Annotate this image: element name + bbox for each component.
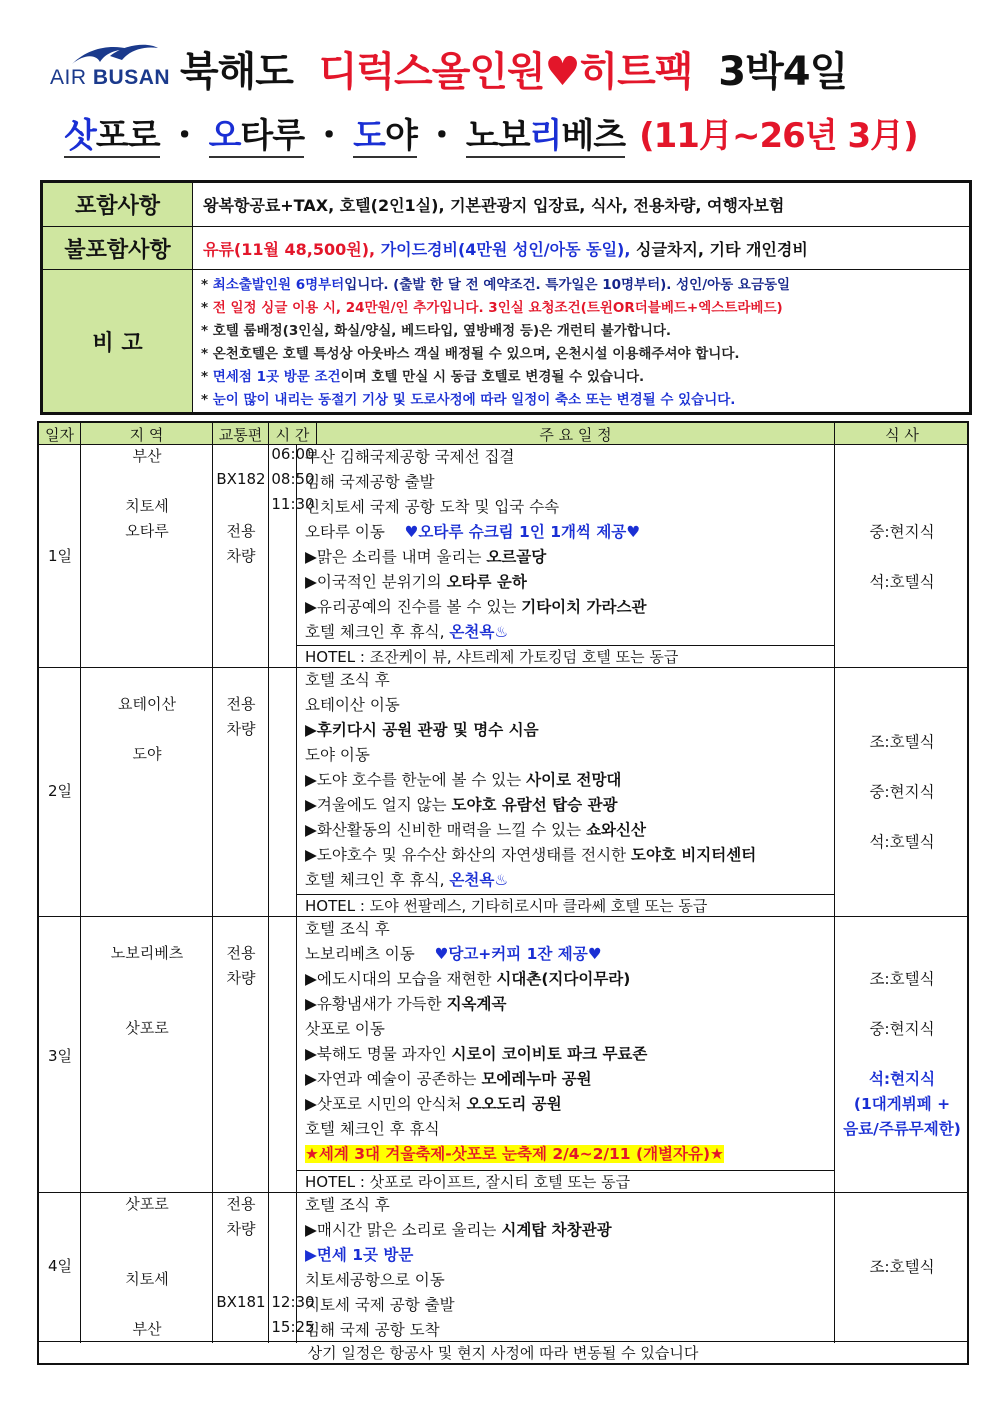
day-label: 3일: [47, 1047, 73, 1065]
schedule-line: 호텔 조식 후: [305, 920, 390, 938]
notes-list: [201, 274, 965, 412]
flight: BX181: [216, 1293, 266, 1311]
header-day: 일자: [39, 423, 81, 445]
meal: 중:현지식: [869, 523, 935, 541]
day-label: 2일: [47, 782, 73, 800]
schedule-line: 호텔 조식 후: [305, 1196, 390, 1214]
title-heatpack: 히트팩: [579, 49, 693, 95]
notes-label: 비 고: [43, 270, 193, 412]
note-item: * 면세점 1곳 방문 조건이며 호텔 만실 시 동급 호텔로 변경될 수 있습니다.: [201, 369, 645, 385]
included-row: [43, 183, 969, 227]
schedule-line: 호텔 체크인 후 휴식: [305, 1120, 440, 1138]
schedule-line: 김해 국제공항 출발: [305, 473, 435, 491]
region: 노보리베츠: [110, 944, 184, 962]
separator: ・: [424, 116, 458, 156]
hotel-info: HOTEL : 도야 썬팔레스, 기타히로시마 클라쎄 호텔 또는 동급: [297, 894, 835, 916]
schedule-line: 호텔 체크인 후 휴식, 온천욕♨: [305, 623, 509, 641]
logo-air: AIR: [50, 66, 87, 89]
region: 도야: [132, 745, 162, 763]
meal: 조:호텔식: [869, 733, 935, 751]
header-transport: 교통편: [213, 423, 269, 445]
region: 치토세: [125, 1270, 169, 1288]
time: 06:00: [271, 445, 315, 463]
day-1-row: [39, 445, 967, 668]
schedule-line: 오타루 이동 ♥오타루 슈크림 1인 1개씩 제공♥: [305, 523, 641, 541]
time: 12:30: [271, 1293, 315, 1311]
title-duration: 3박4일: [718, 49, 848, 95]
note-item: * 최소출발인원 6명부터입니다. (출발 한 달 전 예약조건. 특가일은 10명부터). 성인/아동 요금동일: [201, 277, 791, 293]
header-region: 지 역: [81, 423, 213, 445]
hotel-info: HOTEL : 삿포로 라이프트, 잘시티 호텔 또는 동급: [297, 1170, 835, 1192]
schedule-line: 호텔 조식 후: [305, 671, 390, 689]
schedule-line: 신치토세 국제 공항 도착 및 입국 수속: [305, 498, 560, 516]
schedule-table: [37, 421, 969, 1365]
day-label: 1일: [47, 547, 73, 565]
title-deluxe: 디럭스올인원: [318, 49, 545, 95]
transport: 차량: [226, 547, 256, 565]
schedule-line: ▶후키다시 공원 관광 및 명수 시음: [305, 721, 539, 739]
separator: ・: [312, 116, 346, 156]
schedule-line: ▶면세 1곳 방문: [305, 1246, 414, 1264]
schedule-line: 노보리베츠 이동 ♥당고+커피 1잔 제공♥: [305, 945, 602, 963]
schedule-line: ▶도야호수 및 유수산 화산의 자연생태를 전시한 도야호 비지터센터: [305, 846, 757, 864]
title-hokkaido: 북해도: [180, 49, 293, 95]
air-busan-logo: [50, 40, 170, 100]
schedule-line: ▶북해도 명물 과자인 시로이 코이비토 파크 무료존: [305, 1045, 648, 1063]
table-header: [39, 423, 967, 445]
festival-banner: ★세계 3대 겨울축제-삿포로 눈축제 2/4~2/11 (개별자유)★: [305, 1145, 724, 1163]
day-2-row: [39, 668, 967, 917]
schedule-line: ▶겨울에도 얼지 않는 도야호 유람선 탑승 관광: [305, 796, 618, 814]
header-schedule: 주 요 일 정: [317, 423, 835, 445]
transport: 차량: [226, 1220, 256, 1238]
meal: 석:현지식: [868, 1070, 936, 1088]
time: 15:25: [271, 1318, 315, 1336]
included-label: 포함사항: [43, 183, 193, 226]
travel-period: (11月~26년 3月): [639, 116, 918, 156]
time: 08:50: [271, 470, 315, 488]
time: 11:30: [271, 495, 315, 513]
region: 오타루: [125, 522, 169, 540]
hotel-info: HOTEL : 조잔케이 뷰, 샤트레제 가토킹덤 호텔 또는 동급: [297, 645, 835, 667]
place-noboribetsu: 노보리베츠: [466, 117, 625, 158]
excluded-label: 불포함사항: [43, 227, 193, 269]
transport: 전용: [226, 695, 256, 713]
place-otaru: 오타루: [209, 117, 305, 158]
schedule-line: ▶삿포로 시민의 안식처 오오도리 공원: [305, 1095, 562, 1113]
meal: 중:현지식: [869, 783, 935, 801]
schedule-line: ▶유리공예의 진수를 볼 수 있는 기타이치 가라스관: [305, 598, 647, 616]
schedule-line: ▶이국적인 분위기의 오타루 운하: [305, 573, 527, 591]
note-item: * 전 일정 싱글 이용 시, 24만원/인 추가입니다. 3인실 요청조건(트윈OR더블베드+엑스트라베드): [201, 300, 783, 316]
transport: 차량: [226, 720, 256, 738]
day-label: 4일: [47, 1257, 73, 1275]
schedule-line: 김해 국제 공항 도착: [305, 1321, 440, 1339]
region: 부산: [132, 447, 162, 465]
schedule-line: 도야 이동: [305, 746, 370, 764]
meal: 석:호텔식: [869, 573, 935, 591]
separator: ・: [167, 116, 201, 156]
schedule-line: ▶도야 호수를 한눈에 볼 수 있는 사이로 전망대: [305, 771, 622, 789]
schedule-line: 치토세 국제 공항 출발: [305, 1296, 455, 1314]
region: 부산: [132, 1320, 162, 1338]
schedule-line: 부산 김해국제공항 국제선 집결: [305, 448, 515, 466]
meal: 조:호텔식: [869, 970, 935, 988]
schedule-line: ▶자연과 예술이 공존하는 모에레누마 공원: [305, 1070, 592, 1088]
schedule-line: 치토세공항으로 이동: [305, 1271, 445, 1289]
meal: 음료/주류무제한): [843, 1120, 961, 1138]
place-sapporo: 삿포로: [64, 117, 160, 158]
transport: 전용: [226, 944, 256, 962]
schedule-line: ▶맑은 소리를 내며 울리는 오르골당: [305, 548, 547, 566]
region: 요테이산: [118, 695, 176, 713]
flight: BX182: [216, 470, 266, 488]
place-toya: 도야: [353, 117, 417, 158]
region: 삿포로: [125, 1195, 169, 1213]
region: 치토세: [125, 497, 169, 515]
schedule-line: ▶유황냄새가 가득한 지옥계곡: [305, 995, 507, 1013]
day-3-row: [39, 917, 967, 1193]
header-meal: 식 사: [885, 425, 919, 444]
page-title: [180, 40, 847, 97]
region: 삿포로: [125, 1019, 169, 1037]
header-time: 시 간: [269, 423, 317, 445]
info-box: [40, 180, 972, 415]
schedule-line: 삿포로 이동: [305, 1020, 385, 1038]
transport: 차량: [226, 969, 256, 987]
included-text: 왕복항공료+TAX, 호텔(2인1실), 기본관광지 입장료, 식사, 전용차량, 여행자보험: [203, 196, 785, 215]
footer-note: 상기 일정은 항공사 및 현지 사정에 따라 변동될 수 있습니다: [39, 1341, 967, 1363]
day-4-row: [39, 1193, 967, 1343]
meal: 석:호텔식: [869, 833, 935, 851]
note-item: * 눈이 많이 내리는 동절기 기상 및 도로사정에 따라 일정이 축소 또는 변경될 수 있습니다.: [201, 392, 736, 408]
schedule-line: ▶매시간 맑은 소리로 울리는 시계탑 차창관광: [305, 1221, 612, 1239]
meal: 조:호텔식: [869, 1258, 935, 1276]
transport: 전용: [226, 522, 256, 540]
meal: 중:현지식: [869, 1020, 935, 1038]
subtitle-places: [64, 108, 918, 158]
note-item: * 호텔 룸배정(3인실, 화실/양실, 베드타입, 옆방배정 등)은 개런티 불가합니다.: [201, 323, 672, 339]
meal: (1대게뷔페 +: [853, 1095, 951, 1113]
schedule-line: 요테이산 이동: [305, 696, 400, 714]
schedule-line: ▶에도시대의 모습을 재현한 시대촌(지다이무라): [305, 970, 631, 988]
transport: 전용: [226, 1195, 256, 1213]
note-item: * 온천호텔은 호텔 특성상 아웃바스 객실 배정될 수 있으며, 온천시설 이용해주셔야 합니다.: [201, 346, 740, 362]
heart-icon: ♥: [544, 49, 580, 95]
logo-busan: BUSAN: [92, 66, 171, 89]
schedule-line: 호텔 체크인 후 휴식, 온천욕♨: [305, 871, 509, 889]
excluded-row: [43, 227, 969, 270]
excluded-text: 유류(11월 48,500원), 가이드경비(4만원 성인/아동 동일), 싱글차지, 기타 개인경비: [203, 239, 808, 259]
schedule-line: ▶화산활동의 신비한 매력을 느낄 수 있는 쇼와신산: [305, 821, 646, 839]
notes-row: [43, 270, 969, 412]
